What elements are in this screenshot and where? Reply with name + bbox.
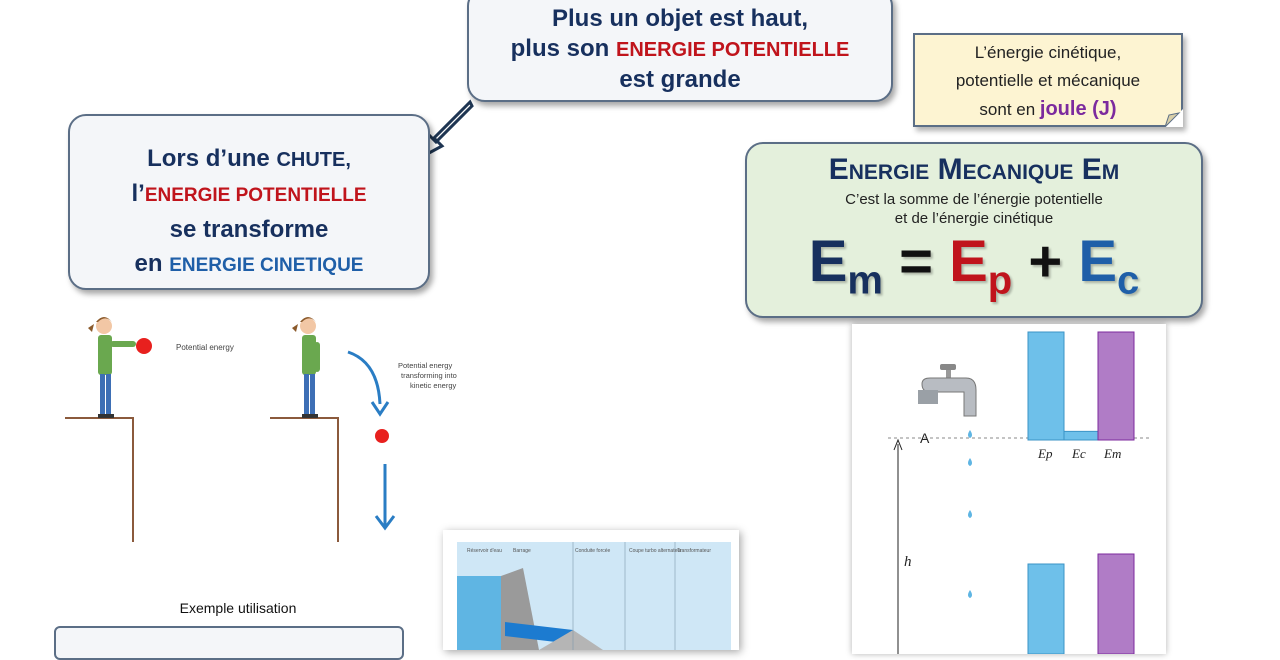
formula-equals: =	[899, 229, 933, 294]
bars-level-a	[1028, 332, 1134, 440]
bubble-top-line3: est grande	[619, 66, 741, 93]
mechanical-energy-title: Energie Mecanique Em	[828, 153, 1120, 186]
bubble-left-line3: se transforme	[169, 216, 329, 243]
faucet-icon	[918, 364, 976, 416]
bubble-left-fall: CHUTE,	[276, 149, 351, 171]
bubble-left-line2-pre: l’	[131, 180, 145, 207]
ball-falling	[375, 429, 389, 443]
tap-energy-diagram	[852, 324, 1166, 654]
example-label: Exemple utilisation	[179, 600, 297, 616]
dam-diagram	[443, 530, 739, 650]
label-transform-3: kinetic energy	[410, 381, 457, 390]
unit-note-line2: potentielle et mécanique	[955, 71, 1141, 90]
label-transform-2: transforming into	[401, 371, 457, 380]
tap-energy-drawing	[852, 324, 1166, 654]
bar-a-em	[1098, 332, 1134, 440]
formula-ec-sub: c	[1117, 258, 1140, 303]
curved-arrow	[348, 352, 380, 404]
girl-figure-2	[292, 317, 320, 418]
girl-figure-1	[88, 317, 136, 418]
falling-ball-diagram	[60, 308, 490, 548]
unit-note-joule: joule (J)	[1039, 98, 1117, 120]
bar-a-ec	[1064, 431, 1100, 440]
water-drops	[968, 430, 972, 598]
bar-label-ec: Ec	[1072, 446, 1086, 461]
bubble-left-line4-pre: en	[134, 250, 170, 277]
mechanical-energy-box	[745, 142, 1203, 318]
unit-note	[913, 33, 1183, 127]
bar-label-ep: Ep	[1038, 446, 1053, 461]
formula-plus: +	[1028, 229, 1063, 294]
bubble-top-highlight: ENERGIE POTENTIELLE	[615, 39, 850, 61]
dam-label-transfo: Transformateur	[677, 548, 711, 554]
unit-note-line1: L’énergie cinétique,	[974, 43, 1122, 62]
dam-label-conduite: Conduite forcée	[575, 548, 611, 554]
bar-b-ep	[1028, 564, 1064, 654]
mechanical-energy-desc2: et de l’énergie cinétique	[894, 210, 1054, 227]
bubble-left-potential: ENERGIE POTENTIELLE	[144, 185, 367, 206]
formula-em: E	[808, 229, 848, 294]
bar-a-ep	[1028, 332, 1064, 440]
dam-drawing	[443, 530, 739, 650]
page-curl-icon	[1165, 109, 1183, 127]
bar-label-em: Em	[1104, 446, 1122, 461]
dam-label-barrage: Barrage	[513, 548, 531, 554]
bubble-left-kinetic: ENERGIE CINETIQUE	[169, 255, 364, 276]
mechanical-energy-desc1: C’est la somme de l’énergie potentielle	[845, 191, 1103, 208]
example-box-edge	[54, 626, 404, 660]
bubble-left-line1-pre: Lors d’une	[147, 145, 277, 172]
bubble-top	[467, 0, 893, 102]
bar-b-em	[1098, 554, 1134, 654]
label-potential-energy: Potential energy	[176, 343, 234, 352]
point-a-label: A	[920, 430, 930, 446]
bars-level-b	[1028, 554, 1134, 654]
bubble-top-line2-pre: plus son	[510, 35, 616, 62]
bubble-top-line1: Plus un objet est haut,	[551, 5, 809, 32]
label-transform-1: Potential energy	[398, 361, 453, 370]
formula-ep: E	[949, 229, 988, 294]
formula-ep-sub: p	[987, 258, 1013, 303]
dam-label-reservoir: Réservoir d'eau	[467, 548, 502, 554]
bubble-left	[68, 114, 430, 290]
ball-held	[136, 338, 152, 354]
dam-label-turbine: Coupe turbo alternateur	[629, 548, 682, 554]
formula-em-sub: m	[847, 258, 883, 303]
unit-note-line3-pre: sont en	[979, 100, 1040, 119]
formula-ec: E	[1078, 229, 1118, 294]
mechanical-energy-formula	[747, 230, 1201, 313]
height-label: h	[904, 554, 912, 570]
